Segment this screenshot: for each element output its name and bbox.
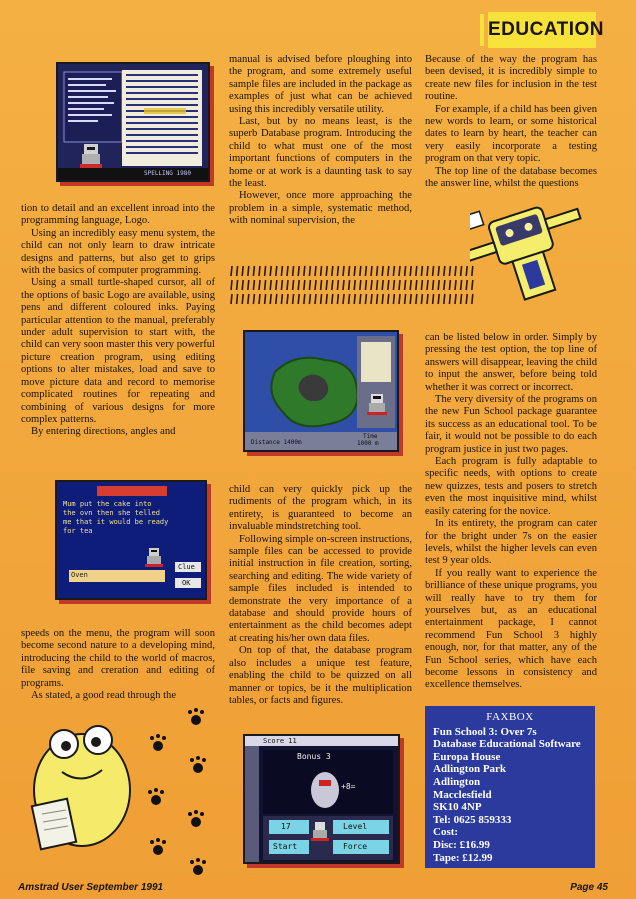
speed-line	[377, 294, 378, 304]
column-1-top	[21, 203, 215, 439]
speed-line	[276, 266, 277, 276]
faxbox-line-11: Tape: £12.99	[433, 851, 493, 864]
speed-line	[449, 266, 450, 276]
col2-para2: Last, but by no means least, is the superb Database program. Introducing the child to what must one of the most important functions of computers in the home or at work is a daunting task to say the least.	[229, 116, 412, 190]
speed-line	[287, 280, 288, 290]
faxbox-line-3: Europa House	[433, 750, 501, 763]
speed-line	[360, 294, 361, 304]
footer-page-number: Page 45	[570, 882, 608, 893]
game-bonus: Bonus 3	[297, 752, 331, 761]
speed-line	[427, 266, 428, 276]
speed-line	[259, 280, 260, 290]
wordsearch-screenshot	[56, 62, 210, 182]
faxbox-line-1: Fun School 3: Over 7s	[433, 725, 537, 738]
speed-line	[382, 280, 383, 290]
speed-line	[315, 280, 316, 290]
spelling-line-2: the ovn then she telled	[63, 509, 160, 517]
speed-line	[270, 280, 271, 290]
speed-line	[315, 294, 316, 304]
speed-line	[354, 266, 355, 276]
speed-line	[416, 266, 417, 276]
speed-line	[461, 294, 462, 304]
speed-line	[259, 266, 260, 276]
speed-line	[332, 280, 333, 290]
speed-line	[231, 266, 232, 276]
column-3-bottom	[425, 332, 597, 692]
speed-line	[265, 266, 266, 276]
col1-para4: By entering directions, angles and	[31, 426, 176, 438]
speed-line	[466, 266, 467, 276]
speed-line	[309, 294, 310, 304]
game-force-button[interactable]: Force	[343, 842, 368, 851]
speed-line	[332, 266, 333, 276]
speed-line	[309, 280, 310, 290]
speed-line	[393, 266, 394, 276]
speed-line	[259, 294, 260, 304]
speed-line	[444, 280, 445, 290]
speed-line	[349, 294, 350, 304]
speed-line	[416, 280, 417, 290]
speed-line	[326, 266, 327, 276]
col3-para1: Because of the way the program has been devised, it is incredibly simple to create new files for inclusion in the test routine.	[425, 54, 597, 103]
speed-line	[399, 266, 400, 276]
col3-para6: Each program is fully adaptable to specific needs, with options to create new quizzes, tests and posers to stretch even the most inquisitive mind, whilst easily catering for the novice.	[425, 456, 597, 517]
speed-line	[449, 280, 450, 290]
spelling-line-4: for tea	[63, 527, 93, 535]
faxbox-line-7: SK10 4NP	[433, 801, 482, 814]
speed-line	[466, 294, 467, 304]
spelling-line-3: me that it would be ready	[63, 518, 169, 526]
speed-line	[237, 294, 238, 304]
speed-line	[449, 294, 450, 304]
speed-line	[365, 294, 366, 304]
speed-line	[321, 280, 322, 290]
speed-line	[281, 294, 282, 304]
speed-line	[438, 266, 439, 276]
speed-line	[287, 266, 288, 276]
speed-line	[405, 280, 406, 290]
speed-line	[388, 266, 389, 276]
ok-button[interactable]: OK	[182, 579, 191, 587]
speed-line	[242, 280, 243, 290]
speed-line	[304, 294, 305, 304]
speed-line	[231, 294, 232, 304]
speed-line	[388, 294, 389, 304]
col3-para4: can be listed below in order. Simply by pressing the test option, the top line of answers will disappear, leaving the child to input the answer, before being told whether it was correct or incorrect.	[425, 332, 597, 393]
speed-line	[421, 280, 422, 290]
col1-para6: As stated, a good read through the	[31, 690, 177, 702]
faxbox-line-2: Database Educational Software	[433, 738, 581, 751]
spelling-screenshot	[55, 480, 207, 600]
speed-line	[455, 294, 456, 304]
speed-line	[304, 266, 305, 276]
map-time-label: Time	[363, 433, 378, 440]
faxbox-title: FAXBOX	[486, 711, 534, 723]
speed-line	[371, 280, 372, 290]
column-3-top	[425, 54, 597, 190]
faxbox-line-10: Disc: £16.99	[433, 838, 490, 851]
speed-line	[427, 294, 428, 304]
speed-line	[293, 294, 294, 304]
speed-line	[337, 294, 338, 304]
speed-line	[427, 280, 428, 290]
speed-line	[253, 266, 254, 276]
speed-line	[416, 294, 417, 304]
speed-line	[253, 294, 254, 304]
speed-line	[326, 294, 327, 304]
speed-line	[388, 280, 389, 290]
section-label: EDUCATION	[488, 12, 596, 48]
speed-line	[455, 280, 456, 290]
game-level-button[interactable]: Level	[343, 822, 368, 831]
col2-para3: However, once more approaching the problem in a simple, systematic method, with nominal supervision, the	[229, 190, 412, 227]
speed-line	[332, 294, 333, 304]
speed-line	[231, 280, 232, 290]
speed-line	[309, 266, 310, 276]
speed-line	[410, 280, 411, 290]
speed-line	[438, 294, 439, 304]
speed-line	[253, 280, 254, 290]
column-2-bottom	[229, 484, 412, 707]
col3-para7: In its entirety, the program can cater for the bright under 7s on the easier levels, whilst the higher levels can even test 9 year olds.	[425, 518, 597, 567]
speed-line	[242, 266, 243, 276]
clue-button[interactable]: Clue	[178, 563, 195, 571]
speed-line	[410, 266, 411, 276]
speed-line	[461, 280, 462, 290]
island-map-screenshot	[243, 330, 399, 452]
col1-para3: Using a small turtle-shaped cursor, all of the options of basic Logo are available, using pens and different coloured inks. Paying particular attention to the manual, preferably under adult supervision to start with, the child can very soon master this very powerful picture creation program, using editing options to alter mistakes, load and save to move picture data and record to memorise complicated routines for repeating and combining of various designs for more complex patterns.	[21, 277, 215, 425]
speed-line	[349, 266, 350, 276]
game-score: Score 11	[263, 737, 297, 745]
col3-para3: The top line of the database becomes the answer line, whilst the questions	[425, 165, 597, 190]
speed-line	[248, 280, 249, 290]
speed-line	[444, 266, 445, 276]
speed-line	[349, 280, 350, 290]
col3-para5: The very diversity of the programs on the new Fun School package guarantee its success as an educational tool. To be fair, it would not be possible to do each program justice in just two pages.	[425, 394, 597, 455]
speed-line	[326, 280, 327, 290]
speed-line	[421, 294, 422, 304]
speed-line	[365, 280, 366, 290]
speed-line	[304, 280, 305, 290]
col1-para2: Using an incredibly easy menu system, the child can not only learn to draw intricate designs and patterns, but also get to grips with the basics of computer programming.	[21, 227, 215, 277]
game-sum: +8=	[341, 782, 356, 791]
faxbox	[425, 706, 595, 868]
speed-line	[298, 280, 299, 290]
speed-line	[248, 266, 249, 276]
speed-line	[405, 266, 406, 276]
speed-line	[343, 294, 344, 304]
speed-line	[382, 266, 383, 276]
speed-line	[377, 280, 378, 290]
speed-line	[270, 266, 271, 276]
col2-para4: child can very quickly pick up the rudiments of the program which, in its entirety, is guaranteed to become an invaluable mindstretching tool.	[229, 484, 412, 533]
col2-para1: manual is advised before ploughing into the program, and some extremely useful sample files are included in the package as examples of just what can be achieved using this incredibly versatile utility.	[229, 54, 412, 115]
col2-para5: Following simple on-screen instructions, sample files can be accessed to provide initial instruction in file creation, sorting, searching and editing. The wide variety of sample files included is intended to demonstrate the very importance of a database and should provide hours of entertainment as the child becomes adept at creating his/her own data files.	[229, 533, 413, 644]
speed-line	[270, 294, 271, 304]
speed-line	[265, 280, 266, 290]
speed-line	[337, 280, 338, 290]
spelling-line-1: Mum put the cake into	[63, 500, 152, 508]
map-distance-label: Distance 1400m	[251, 439, 302, 446]
speed-line	[371, 294, 372, 304]
speed-line	[399, 294, 400, 304]
speed-line	[405, 294, 406, 304]
speed-line	[393, 280, 394, 290]
speed-line	[466, 280, 467, 290]
faxbox-line-8: Tel: 0625 859333	[433, 813, 512, 826]
speed-line	[276, 294, 277, 304]
game-number: 17	[281, 822, 291, 831]
speed-line	[237, 266, 238, 276]
speed-line	[354, 280, 355, 290]
speed-line	[410, 294, 411, 304]
bonus-game-screenshot	[243, 734, 400, 864]
speed-line	[360, 266, 361, 276]
speed-line	[343, 266, 344, 276]
speed-line	[337, 266, 338, 276]
speed-line	[248, 294, 249, 304]
speed-line	[438, 280, 439, 290]
frog-mascot-illustration	[22, 710, 142, 860]
speed-line	[433, 294, 434, 304]
speed-line	[293, 280, 294, 290]
speed-line	[455, 266, 456, 276]
game-start-button[interactable]: Start	[273, 842, 298, 851]
spelling-text	[63, 500, 168, 536]
faxbox-line-6: Macclesfield	[433, 788, 492, 801]
speed-line	[433, 266, 434, 276]
spelling-answer-input[interactable]: Oven	[71, 571, 88, 579]
speed-line	[321, 266, 322, 276]
footprints-decoration	[140, 700, 220, 880]
wordsearch-screen-art	[58, 64, 208, 180]
speed-line	[461, 266, 462, 276]
col3-para8: If you really want to experience the brilliance of these unique programs, you will really have to try them for yourselves but, as an educational entertainment package, I cannot recommend Fun School 3 highly enough, nor, for that matter, any of the Fun School series, which have each become lessons in consistency and excellence themselves.	[425, 567, 597, 691]
col2-para6: On top of that, the database program also includes a unique test feature, enabling the child to be quizzed on all manner or topics, be it the multiplication tables, or facts and figures.	[229, 645, 412, 706]
speed-line	[321, 294, 322, 304]
speed-line	[237, 280, 238, 290]
faxbox-line-9: Cost:	[433, 826, 459, 839]
col1-para1: tion to detail and an excellent inroad into the programming language, Logo.	[21, 203, 215, 227]
speed-line	[433, 280, 434, 290]
col1-para5: speeds on the menu, the program will soon become second nature to a developing mind, introducing the child to the world of macros, file saving and creration and editing of programs.	[21, 628, 215, 689]
speed-line	[315, 266, 316, 276]
speed-line	[365, 266, 366, 276]
speed-line	[242, 294, 243, 304]
faxbox-line-4: Adlington Park	[433, 763, 507, 776]
speed-line	[399, 280, 400, 290]
speed-line	[421, 266, 422, 276]
speed-line	[265, 294, 266, 304]
speed-line	[276, 280, 277, 290]
speed-line	[343, 280, 344, 290]
faxbox-line-5: Adlington	[433, 775, 481, 788]
robot-illustration	[470, 190, 600, 310]
map-time-value: 1000 m	[357, 440, 379, 447]
speed-line	[298, 294, 299, 304]
speed-line	[287, 294, 288, 304]
speed-line	[371, 266, 372, 276]
speed-lines-decoration	[228, 262, 478, 308]
wordsearch-footer-text: SPELLING 1980	[144, 170, 191, 177]
speed-line	[393, 294, 394, 304]
speed-line	[298, 266, 299, 276]
speed-line	[444, 294, 445, 304]
column-1-bottom	[21, 628, 215, 702]
speed-line	[382, 294, 383, 304]
column-2-top	[229, 54, 412, 228]
speed-line	[354, 294, 355, 304]
speed-line	[293, 266, 294, 276]
speed-line	[281, 266, 282, 276]
speed-line	[377, 266, 378, 276]
footer-issue: Amstrad User September 1991	[18, 882, 164, 893]
speed-line	[281, 280, 282, 290]
col3-para2: For example, if a child has been given new words to learn, or some historical dates to learn by heart, the teacher can very easily incorporate a testing program on that very topic.	[425, 103, 597, 165]
speed-line	[360, 280, 361, 290]
